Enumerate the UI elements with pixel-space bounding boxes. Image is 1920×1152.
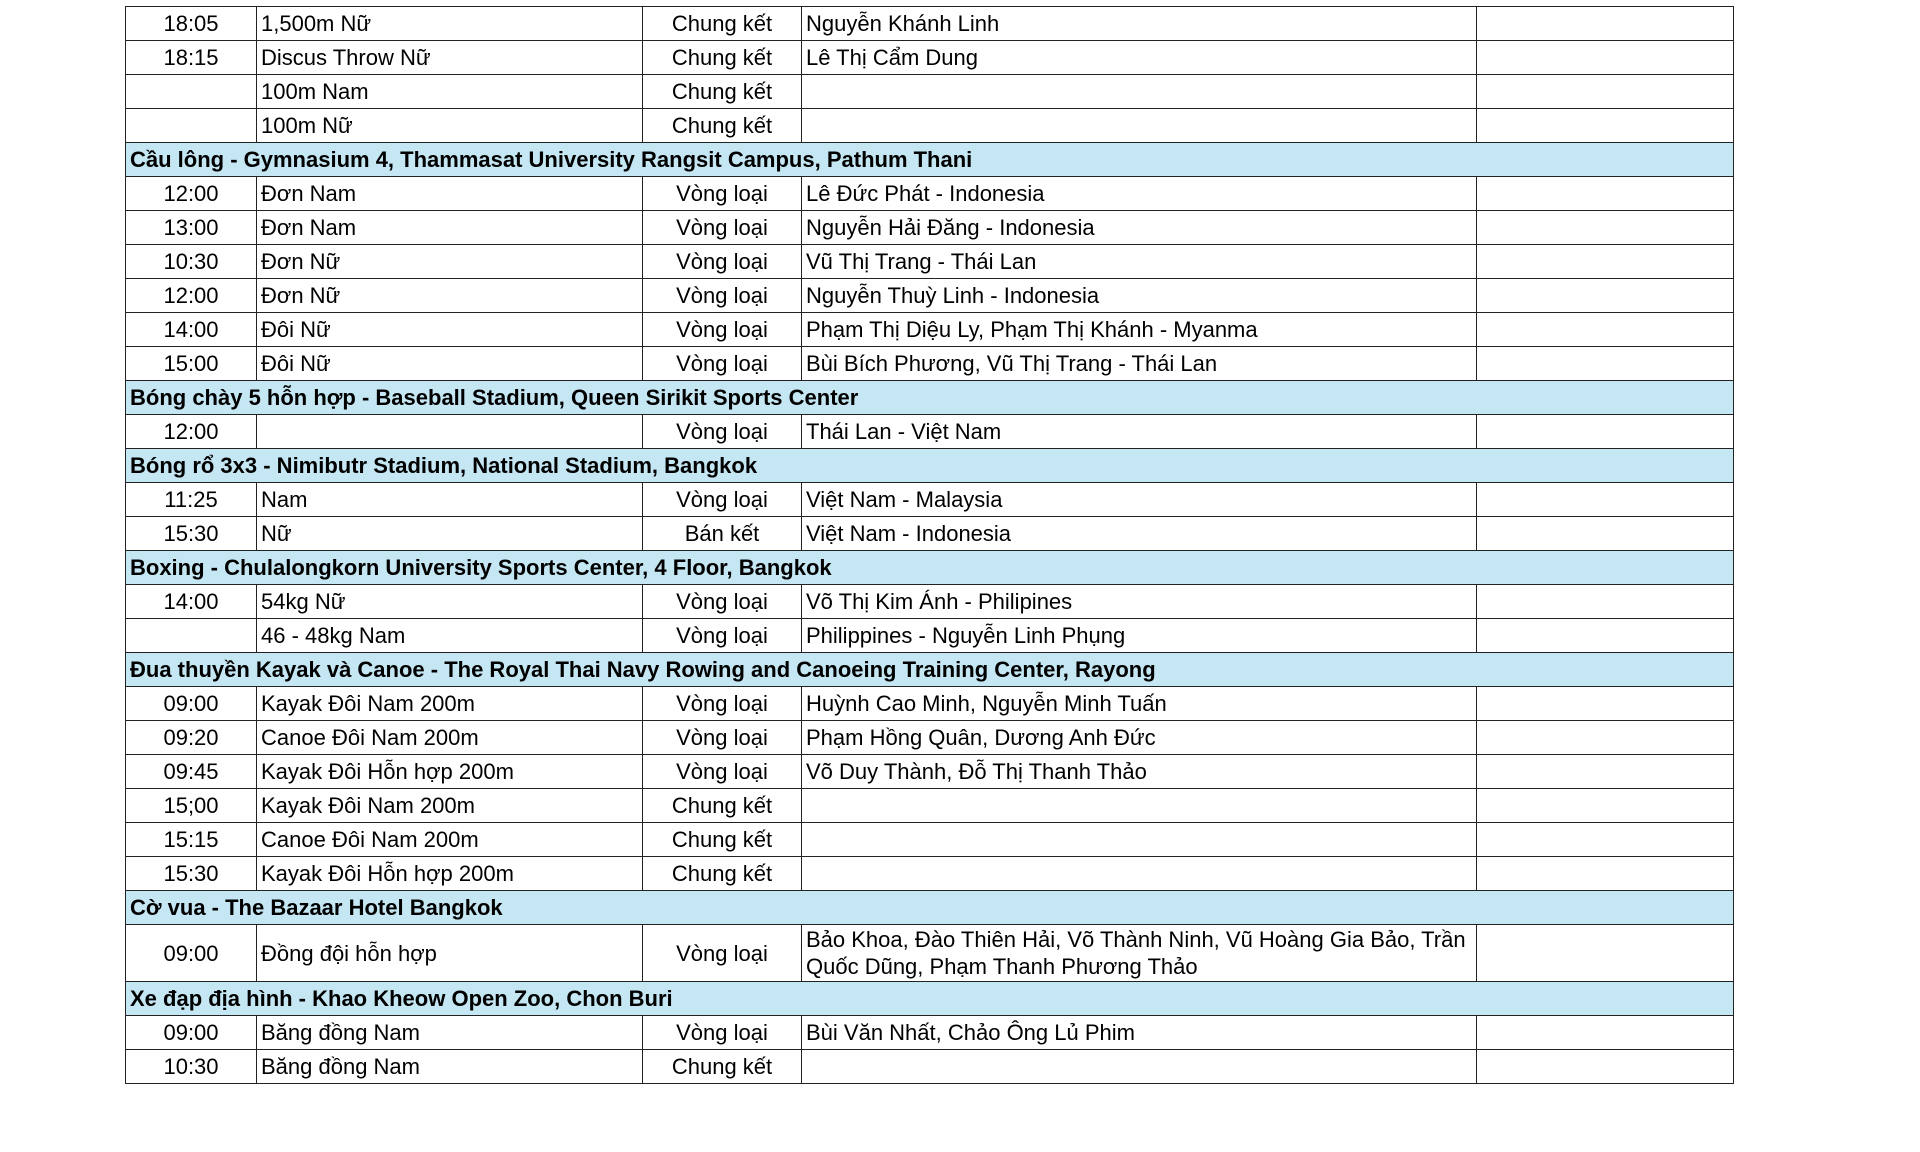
schedule-body [126, 7, 1734, 1084]
event-cell: Đơn Nam [257, 177, 643, 211]
note-cell [1477, 279, 1734, 313]
round-cell: Vòng loại [643, 415, 802, 449]
time-cell: 15:30 [126, 857, 257, 891]
schedule-row [126, 789, 1734, 823]
section-title: Cờ vua - The Bazaar Hotel Bangkok [126, 891, 1734, 925]
note-cell [1477, 415, 1734, 449]
round-cell: Vòng loại [643, 279, 802, 313]
note-cell [1477, 245, 1734, 279]
schedule-row [126, 245, 1734, 279]
event-cell: Kayak Đôi Nam 200m [257, 789, 643, 823]
time-cell: 13:00 [126, 211, 257, 245]
section-header-row [126, 982, 1734, 1016]
note-cell [1477, 789, 1734, 823]
schedule-row [126, 1016, 1734, 1050]
schedule-row [126, 721, 1734, 755]
athletes-cell: Nguyễn Khánh Linh [802, 7, 1477, 41]
schedule-row [126, 75, 1734, 109]
time-cell [126, 619, 257, 653]
note-cell [1477, 483, 1734, 517]
note-cell [1477, 823, 1734, 857]
event-cell: Băng đồng Nam [257, 1050, 643, 1084]
event-cell: 100m Nam [257, 75, 643, 109]
round-cell: Chung kết [643, 109, 802, 143]
schedule-row [126, 857, 1734, 891]
event-cell: 46 - 48kg Nam [257, 619, 643, 653]
note-cell [1477, 585, 1734, 619]
round-cell: Vòng loại [643, 687, 802, 721]
time-cell: 10:30 [126, 245, 257, 279]
schedule-row [126, 347, 1734, 381]
section-title: Bóng rổ 3x3 - Nimibutr Stadium, National Stadium, Bangkok [126, 449, 1734, 483]
event-cell: Discus Throw Nữ [257, 41, 643, 75]
note-cell [1477, 75, 1734, 109]
round-cell: Chung kết [643, 1050, 802, 1084]
event-cell: 100m Nữ [257, 109, 643, 143]
round-cell: Vòng loại [643, 347, 802, 381]
event-cell: Đơn Nữ [257, 279, 643, 313]
schedule-row [126, 585, 1734, 619]
time-cell: 14:00 [126, 313, 257, 347]
round-cell: Chung kết [643, 823, 802, 857]
schedule-row [126, 415, 1734, 449]
schedule-row [126, 7, 1734, 41]
event-cell: Kayak Đôi Hỗn hợp 200m [257, 755, 643, 789]
time-cell: 18:15 [126, 41, 257, 75]
event-cell: Đơn Nữ [257, 245, 643, 279]
event-cell [257, 415, 643, 449]
athletes-cell: Võ Thị Kim Ánh - Philipines [802, 585, 1477, 619]
round-cell: Vòng loại [643, 585, 802, 619]
athletes-cell: Võ Duy Thành, Đỗ Thị Thanh Thảo [802, 755, 1477, 789]
event-cell: Kayak Đôi Hỗn hợp 200m [257, 857, 643, 891]
athletes-cell: Nguyễn Hải Đăng - Indonesia [802, 211, 1477, 245]
time-cell: 09:45 [126, 755, 257, 789]
round-cell: Vòng loại [643, 313, 802, 347]
schedule-row [126, 483, 1734, 517]
schedule-row [126, 109, 1734, 143]
note-cell [1477, 619, 1734, 653]
round-cell: Chung kết [643, 857, 802, 891]
event-cell: 1,500m Nữ [257, 7, 643, 41]
note-cell [1477, 755, 1734, 789]
round-cell: Vòng loại [643, 483, 802, 517]
athletes-cell: Bùi Văn Nhất, Chảo Ông Lủ Phim [802, 1016, 1477, 1050]
time-cell: 12:00 [126, 177, 257, 211]
event-cell: Đôi Nữ [257, 313, 643, 347]
athletes-cell: Việt Nam - Malaysia [802, 483, 1477, 517]
time-cell: 09:00 [126, 925, 257, 982]
athletes-cell [802, 857, 1477, 891]
note-cell [1477, 721, 1734, 755]
event-cell: Đôi Nữ [257, 347, 643, 381]
event-cell: Nam [257, 483, 643, 517]
event-cell: Đồng đội hỗn hợp [257, 925, 643, 982]
athletes-cell: Lê Đức Phát - Indonesia [802, 177, 1477, 211]
section-header-row [126, 551, 1734, 585]
event-cell: Nữ [257, 517, 643, 551]
round-cell: Vòng loại [643, 619, 802, 653]
time-cell: 09:20 [126, 721, 257, 755]
athletes-cell [802, 75, 1477, 109]
event-cell: Băng đồng Nam [257, 1016, 643, 1050]
note-cell [1477, 925, 1734, 982]
event-cell: Kayak Đôi Nam 200m [257, 687, 643, 721]
section-header-row [126, 143, 1734, 177]
schedule-table [125, 6, 1734, 1084]
note-cell [1477, 347, 1734, 381]
note-cell [1477, 313, 1734, 347]
time-cell: 18:05 [126, 7, 257, 41]
time-cell [126, 75, 257, 109]
time-cell: 09:00 [126, 1016, 257, 1050]
section-header-row [126, 653, 1734, 687]
note-cell [1477, 857, 1734, 891]
note-cell [1477, 7, 1734, 41]
athletes-cell: Bùi Bích Phương, Vũ Thị Trang - Thái Lan [802, 347, 1477, 381]
schedule-row [126, 823, 1734, 857]
round-cell: Bán kết [643, 517, 802, 551]
section-title: Đua thuyền Kayak và Canoe - The Royal Thai Navy Rowing and Canoeing Training Center, Rayong [126, 653, 1734, 687]
time-cell: 14:00 [126, 585, 257, 619]
athletes-cell [802, 109, 1477, 143]
section-title: Xe đạp địa hình - Khao Kheow Open Zoo, Chon Buri [126, 982, 1734, 1016]
athletes-cell: Lê Thị Cẩm Dung [802, 41, 1477, 75]
schedule-row [126, 211, 1734, 245]
section-title: Bóng chày 5 hỗn hợp - Baseball Stadium, Queen Sirikit Sports Center [126, 381, 1734, 415]
note-cell [1477, 109, 1734, 143]
time-cell [126, 109, 257, 143]
note-cell [1477, 687, 1734, 721]
athletes-cell: Vũ Thị Trang - Thái Lan [802, 245, 1477, 279]
athletes-cell: Việt Nam - Indonesia [802, 517, 1477, 551]
schedule-row [126, 41, 1734, 75]
time-cell: 12:00 [126, 279, 257, 313]
time-cell: 15:30 [126, 517, 257, 551]
round-cell: Vòng loại [643, 925, 802, 982]
note-cell [1477, 1050, 1734, 1084]
note-cell [1477, 517, 1734, 551]
round-cell: Vòng loại [643, 721, 802, 755]
event-cell: Canoe Đôi Nam 200m [257, 823, 643, 857]
athletes-cell: Huỳnh Cao Minh, Nguyễn Minh Tuấn [802, 687, 1477, 721]
time-cell: 10:30 [126, 1050, 257, 1084]
round-cell: Chung kết [643, 7, 802, 41]
schedule-row [126, 279, 1734, 313]
event-cell: 54kg Nữ [257, 585, 643, 619]
round-cell: Chung kết [643, 75, 802, 109]
athletes-cell: Philippines - Nguyễn Linh Phụng [802, 619, 1477, 653]
schedule-row [126, 687, 1734, 721]
time-cell: 09:00 [126, 687, 257, 721]
athletes-cell [802, 823, 1477, 857]
athletes-cell: Phạm Hồng Quân, Dương Anh Đức [802, 721, 1477, 755]
schedule-row [126, 619, 1734, 653]
time-cell: 15;00 [126, 789, 257, 823]
athletes-cell: Nguyễn Thuỳ Linh - Indonesia [802, 279, 1477, 313]
round-cell: Vòng loại [643, 211, 802, 245]
schedule-row [126, 1050, 1734, 1084]
section-header-row [126, 381, 1734, 415]
round-cell: Vòng loại [643, 177, 802, 211]
event-cell: Canoe Đôi Nam 200m [257, 721, 643, 755]
event-cell: Đơn Nam [257, 211, 643, 245]
athletes-cell [802, 789, 1477, 823]
round-cell: Chung kết [643, 41, 802, 75]
section-title: Boxing - Chulalongkorn University Sports Center, 4 Floor, Bangkok [126, 551, 1734, 585]
round-cell: Vòng loại [643, 1016, 802, 1050]
round-cell: Vòng loại [643, 755, 802, 789]
round-cell: Chung kết [643, 789, 802, 823]
note-cell [1477, 41, 1734, 75]
note-cell [1477, 211, 1734, 245]
athletes-cell: Bảo Khoa, Đào Thiên Hải, Võ Thành Ninh, Vũ Hoàng Gia Bảo, Trần Quốc Dũng, Phạm Thanh Phương Thảo [802, 925, 1477, 982]
note-cell [1477, 177, 1734, 211]
time-cell: 12:00 [126, 415, 257, 449]
section-header-row [126, 891, 1734, 925]
athletes-cell: Phạm Thị Diệu Ly, Phạm Thị Khánh - Myanma [802, 313, 1477, 347]
time-cell: 15:00 [126, 347, 257, 381]
note-cell [1477, 1016, 1734, 1050]
schedule-row [126, 313, 1734, 347]
schedule-row [126, 925, 1734, 982]
round-cell: Vòng loại [643, 245, 802, 279]
athletes-cell [802, 1050, 1477, 1084]
athletes-cell: Thái Lan - Việt Nam [802, 415, 1477, 449]
section-title: Cầu lông - Gymnasium 4, Thammasat University Rangsit Campus, Pathum Thani [126, 143, 1734, 177]
time-cell: 15:15 [126, 823, 257, 857]
time-cell: 11:25 [126, 483, 257, 517]
schedule-row [126, 177, 1734, 211]
schedule-row [126, 517, 1734, 551]
schedule-row [126, 755, 1734, 789]
section-header-row [126, 449, 1734, 483]
